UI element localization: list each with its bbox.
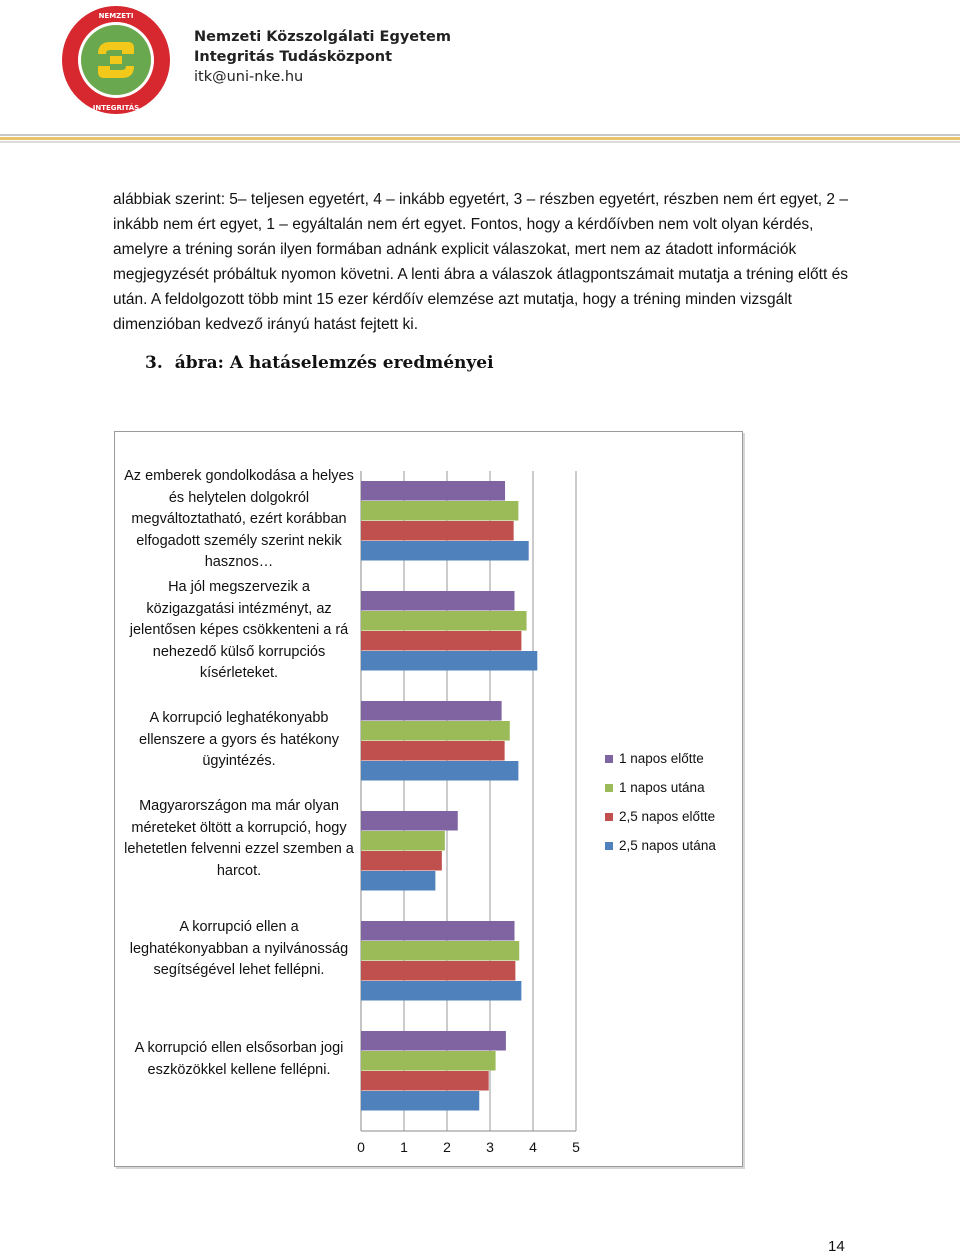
bar xyxy=(361,1031,506,1051)
chart-frame xyxy=(114,431,743,1167)
bar xyxy=(361,541,529,561)
bar xyxy=(361,981,521,1001)
figure-number: 3. xyxy=(145,353,163,373)
header-divider-light xyxy=(0,141,960,143)
bar xyxy=(361,481,505,501)
x-tick-label: 5 xyxy=(572,1139,580,1155)
legend-item xyxy=(605,744,716,773)
x-tick-label: 4 xyxy=(529,1139,537,1155)
bar xyxy=(361,741,505,761)
bar xyxy=(361,761,518,781)
legend-label: 1 napos utána xyxy=(619,780,705,795)
bar xyxy=(361,651,537,671)
header-divider xyxy=(0,134,960,136)
bar xyxy=(361,1091,479,1111)
legend-label: 2,5 napos előtte xyxy=(619,809,716,824)
legend-label: 1 napos előtte xyxy=(619,751,704,766)
bar xyxy=(361,961,515,981)
bar xyxy=(361,701,502,721)
bar xyxy=(361,921,515,941)
bar xyxy=(361,501,518,521)
figure-caption xyxy=(145,353,494,373)
legend-swatch xyxy=(605,813,613,821)
bar xyxy=(361,631,521,651)
legend-swatch xyxy=(605,784,613,792)
bar xyxy=(361,521,514,541)
x-tick-label: 1 xyxy=(400,1139,408,1155)
org-name: Nemzeti Közszolgálati Egyetem xyxy=(194,29,451,45)
figure-title: ábra: A hatáselemzés eredményei xyxy=(174,353,494,373)
header-divider-gold xyxy=(0,137,960,140)
svg-text:NEMZETI: NEMZETI xyxy=(98,12,134,20)
x-tick-label: 0 xyxy=(357,1139,365,1155)
bar xyxy=(361,591,515,611)
bar xyxy=(361,811,458,831)
header-text xyxy=(194,27,451,87)
university-logo xyxy=(58,4,178,116)
legend-item xyxy=(605,802,716,831)
center-name: Integritás Tudásközpont xyxy=(194,49,393,65)
chart-legend xyxy=(605,744,716,860)
bar xyxy=(361,851,442,871)
bar xyxy=(361,871,435,891)
legend-swatch xyxy=(605,755,613,763)
contact-email[interactable]: itk@uni-nke.hu xyxy=(194,69,304,85)
category-label: A korrupció ellen elsősorban jogi eszközökkel kellene fellépni. xyxy=(134,1040,344,1078)
category-label: A korrupció ellen a leghatékonyabban a nyilvánosság segítségével lehet fellépni. xyxy=(129,919,349,979)
category-label: Ha jól megszervezik a közigazgatási intézményt, az jelentősen képes csökkenteni a rá nehezedő külső korrupciós kísérleteket. xyxy=(129,579,349,682)
category-label: A korrupció leghatékonyabb ellenszere a gyors és hatékony ügyintézés. xyxy=(139,710,339,770)
body-paragraph xyxy=(113,187,853,337)
paragraph-text: alábbiak szerint: 5– teljesen egyetért, 4 – inkább egyetért, 3 – részben egyetért, részben nem ért egyet, 2 – inkább nem ért egyet, 1 – egyáltalán nem ért egyet. Fontos, hogy a kérdőívben nem volt olyan kérdés, amelyre a tréning során ilyen formában adnánk explicit válaszokat, mert nem az átadott információk megjegyzését próbáltuk nyomon követni. A lenti ábra a válaszok átlagpontszámait mutatja a tréning előtt és után. A feldolgozott több mint 15 ezer kérdőív elemzése azt mutatja, hogy a tréning minden vizsgált dimenzióban kedvező irányú hatást fejtett ki. xyxy=(113,191,848,333)
category-label: Magyarországon ma már olyan méreteket öltött a korrupció, hogy lehetetlen felvenni ezzel szemben a harcot. xyxy=(124,798,354,879)
bar xyxy=(361,831,445,851)
category-label: Az emberek gondolkodása a helyes és helytelen dolgokról megváltoztatható, ezért korábban elfogadott személy szerint nekik hasznos… xyxy=(124,468,354,571)
bar xyxy=(361,941,519,961)
x-tick-label: 2 xyxy=(443,1139,451,1155)
legend-item xyxy=(605,831,716,860)
legend-item xyxy=(605,773,716,802)
svg-text:INTEGRITÁS: INTEGRITÁS xyxy=(92,104,140,112)
page-number: 14 xyxy=(828,1238,845,1255)
bar xyxy=(361,1071,489,1091)
legend-swatch xyxy=(605,842,613,850)
bar xyxy=(361,611,527,631)
bar xyxy=(361,721,510,741)
legend-label: 2,5 napos utána xyxy=(619,838,716,853)
bar xyxy=(361,1051,496,1071)
x-tick-label: 3 xyxy=(486,1139,494,1155)
